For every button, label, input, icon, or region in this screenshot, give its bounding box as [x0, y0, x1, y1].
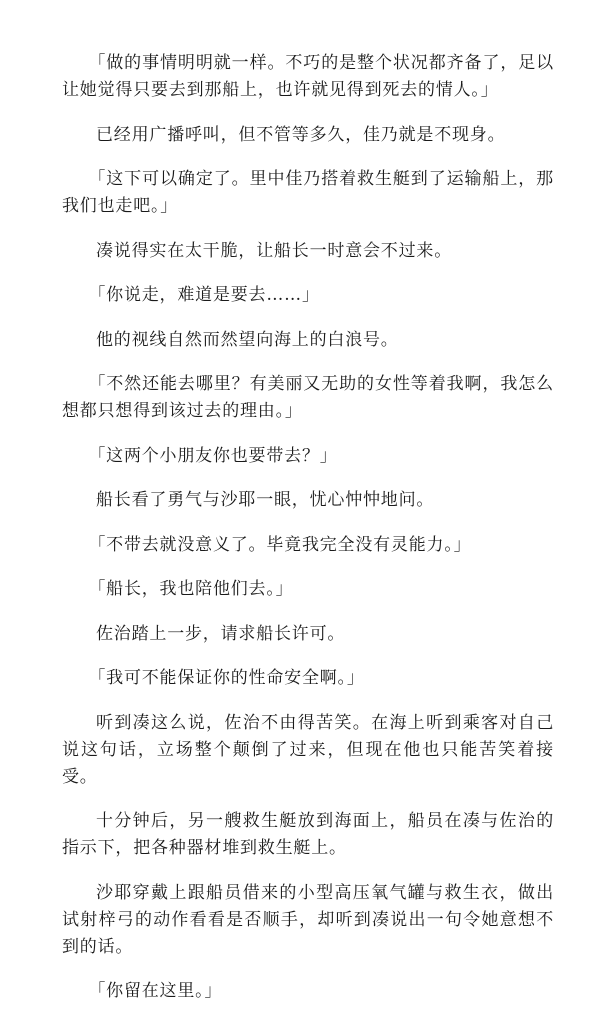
paragraph-17: 「你留在这里。」: [88, 981, 223, 1001]
paragraph-12: 佐治踏上一步，请求船长许可。: [96, 623, 346, 644]
paragraph-6: 他的视线自然而然望向海上的白浪号。: [96, 329, 399, 350]
paragraph-16: 沙耶穿戴上跟船员借来的小型高压氧气罐与救生衣，做出试射梓弓的动作看看是否顺手，却听到凑说出一句令她意想不到的话。: [62, 882, 554, 957]
paragraph-2: 已经用广播呼叫，但不管等多久，佳乃就是不现身。: [96, 124, 506, 145]
paragraph-8: 「这两个小朋友你也要带去？」: [88, 445, 338, 466]
paragraph-13: 「我可不能保证你的性命安全啊。」: [88, 668, 365, 688]
paragraph-11: 「船长，我也陪他们去。」: [88, 579, 294, 599]
paragraph-14: 听到凑这么说，佐治不由得苦笑。在海上听到乘客对自己说这句话，立场整个颠倒了过来，但现在他也只能苦笑着接受。: [62, 712, 554, 787]
paragraph-1: 「做的事情明明就一样。不巧的是整个状况都齐备了，足以让她觉得只要去到那船上，也许就见得到死去的情人。」: [62, 53, 554, 100]
paragraph-4: 凑说得实在太干脆，让船长一时意会不过来。: [96, 240, 452, 261]
paragraph-9: 船长看了勇气与沙耶一眼，忧心忡忡地问。: [96, 490, 435, 510]
body-text: [62, 50, 554, 1023]
paragraph-15: 十分钟后，另一艘救生艇放到海面上，船员在凑与佐治的指示下，把各种器材堆到救生艇上。: [62, 811, 554, 858]
paragraph-10: 「不带去就没意义了。毕竟我完全没有灵能力。」: [88, 534, 472, 555]
paragraph-7: 「不然还能去哪里？有美丽又无助的女性等着我啊，我怎么想都只想得到该过去的理由。」: [62, 374, 554, 421]
paragraph-5: 「你说走，难道是要去……」: [88, 285, 320, 305]
paragraph-3: 「这下可以确定了。里中佳乃搭着救生艇到了运输船上，那我们也走吧。」: [62, 169, 554, 216]
